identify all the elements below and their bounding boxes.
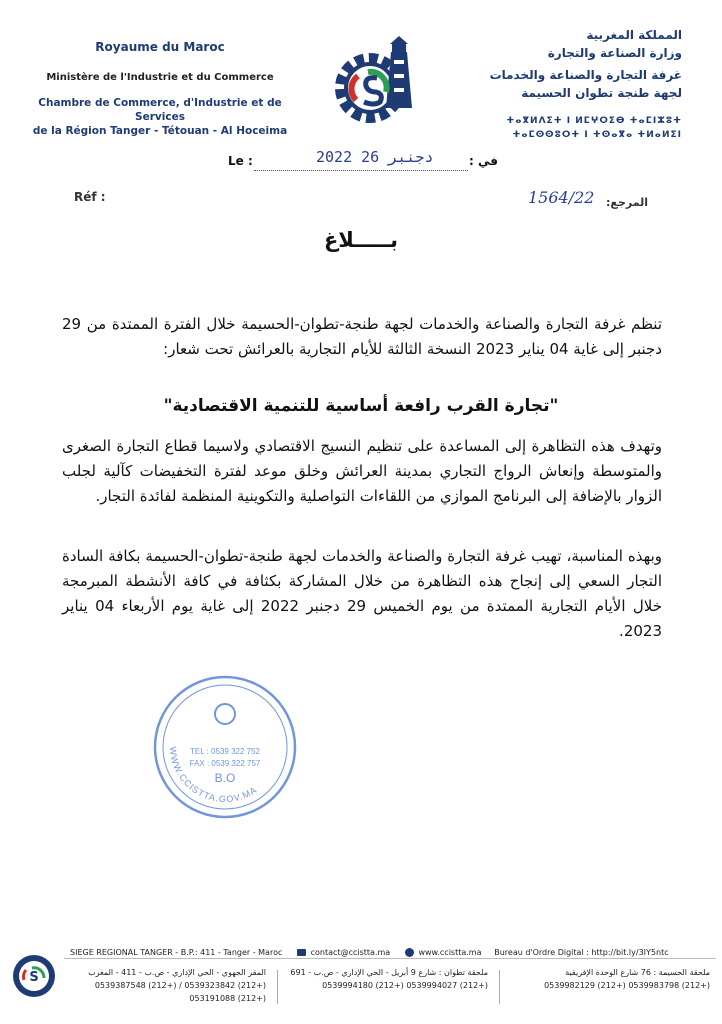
header-ar-chamber-line2: لجهة طنجة تطوان الحسيمة bbox=[521, 86, 682, 100]
header-ar-kingdom: المملكة المغربية bbox=[586, 28, 682, 42]
footer-col-tanger bbox=[66, 966, 266, 1005]
footer-divider bbox=[64, 958, 716, 959]
stamp-fax: FAX : 0539 322 757 bbox=[189, 759, 261, 768]
mail-icon bbox=[297, 949, 306, 956]
footer-col3-title: المقر الجهوي - الحي الإداري - ص.ب - 411 - المغرب bbox=[88, 968, 266, 977]
header-tifinagh bbox=[472, 114, 682, 142]
reference-number: 1564/22 bbox=[528, 188, 595, 207]
header-fr-kingdom: Royaume du Maroc bbox=[95, 40, 225, 54]
official-stamp bbox=[150, 672, 300, 822]
footer-col-tetouan bbox=[288, 966, 488, 992]
stamp-tel: TEL : 0539 322 752 bbox=[190, 747, 260, 756]
footer-logo bbox=[10, 952, 58, 1000]
paragraph-1: تنظم غرفة التجارة والصناعة والخدمات لجهة طنجة-تطوان-الحسيمة خلال الفترة الممتدة من 29 دجنبر إلى غاية 04 يناير 2023 النسخة الثالثة للأيام التجارية بالعرائش تحت شعار: bbox=[62, 315, 662, 358]
reference-ar-label: المرجع: bbox=[606, 196, 648, 209]
stamp-bo: B.O bbox=[214, 771, 236, 785]
footer-bureau[interactable]: Bureau d'Ordre Digital : http://bit.ly/3IY5ntc bbox=[494, 948, 669, 957]
header-ar-chamber-line1: غرفة التجارة والصناعة والخدمات bbox=[489, 68, 682, 82]
header-fr-ministry: Ministère de l'Industrie et du Commerce bbox=[46, 72, 274, 83]
paragraph-3: وبهذه المناسبة، تهيب غرفة التجارة والصناعة والخدمات لجهة طنجة-تطوان-الحسيمة بكافة السادة التجار السعي إلى إنجاح هذه التظاهرة من خلال المشاركة بكثافة في كافة الأنشطة المبرمجة خلال الأيام التجارية الممتدة من يوم الخميس 29 دجنبر 2022 إلى غاية يوم الأربعاء 04 يناير 2023. bbox=[62, 547, 662, 640]
footer-col2-phones: (+212) 0539994027 (+212) 0539994180 bbox=[322, 981, 488, 990]
footer-col1-title: ملحقة الحسيمة : 76 شارع الوحدة الإفريقية bbox=[565, 968, 710, 977]
paragraph-2: وتهدف هذه التظاهرة إلى المساعدة على تنظيم النسيج الاقتصادي ولاسيما قطاع التجارة الصغرى والمتوسطة وإنعاش الرواج التجاري بمدينة العرائش وخلق موعد لفترة التخفيضات كآلية لجلب الزوار بالإضافة إلى البرنامج الموازي من اللقاءات التواصلية والتكوينية المنظمة لفائدة التجار. bbox=[62, 437, 662, 505]
stamp-website: WWW.CCISTTA.GOV.MA bbox=[167, 746, 259, 805]
footer-separator bbox=[277, 970, 278, 1004]
header-ar-chamber bbox=[482, 66, 682, 102]
svg-text:S: S bbox=[29, 970, 39, 985]
footer-contact-row bbox=[70, 948, 710, 957]
chamber-logo bbox=[328, 30, 428, 130]
footer-col-alhoceima bbox=[510, 966, 710, 992]
globe-icon bbox=[405, 948, 414, 957]
header-tifinagh-line2: ⵜⴰⵎⵙⵙⵓⵔⵜ ⵏ ⵜⵙⴰⴳⴰ ⵜⵍⴰⵍⵉⵏ bbox=[512, 130, 682, 140]
lighthouse-icon bbox=[386, 36, 412, 108]
header-fr-chamber bbox=[28, 96, 292, 138]
reference-fr-label: Réf : bbox=[74, 190, 106, 204]
footer-email[interactable]: contact@ccistta.ma bbox=[310, 948, 391, 957]
footer-siege: SIEGE REGIONAL TANGER - B.P.: 411 - Tanger - Maroc bbox=[70, 948, 283, 957]
date-fi-label: في : bbox=[469, 154, 498, 168]
date-dotted-line bbox=[254, 170, 468, 171]
date-value: 2022 دجنبر 26 bbox=[316, 148, 434, 166]
footer-separator bbox=[499, 970, 500, 1004]
header-fr-chamber-line1: Chambre de Commerce, d'Industrie et de Services bbox=[38, 97, 282, 123]
date-row bbox=[228, 148, 498, 172]
footer-col2-title: ملحقة تطوان : شارع 9 أبريل - الحي الإداري - ص.ب - 691 bbox=[290, 968, 488, 977]
header-tifinagh-line1: ⵜⴰⴳⵍⴷⵉⵜ ⵏ ⵍⵎⵖⵔⵉⴱ ⵜⴰⵎⵏⵣⵓⵜ bbox=[506, 116, 682, 126]
footer-website[interactable]: www.ccistta.ma bbox=[418, 948, 482, 957]
header-ar-ministry: وزارة الصناعة والتجارة bbox=[547, 46, 682, 60]
date-le-label: Le : bbox=[228, 154, 253, 168]
footer-addresses bbox=[70, 966, 710, 1014]
footer-col3-phones: (+212) 0539323842 / (+212) 0539387548 (+212) 053191088 bbox=[94, 981, 266, 1003]
footer-col1-phones: (+212) 0539983798 (+212) 0539982129 bbox=[544, 981, 710, 990]
header-fr-chamber-line2: de la Région Tanger - Tétouan - Al Hoceima bbox=[32, 125, 288, 137]
stamp-logo-icon bbox=[215, 704, 235, 724]
document-slogan: "تجارة القرب رافعة أساسية للتنمية الاقتصادية" bbox=[163, 396, 559, 416]
document-heading: بـــــلاغ bbox=[323, 228, 399, 252]
